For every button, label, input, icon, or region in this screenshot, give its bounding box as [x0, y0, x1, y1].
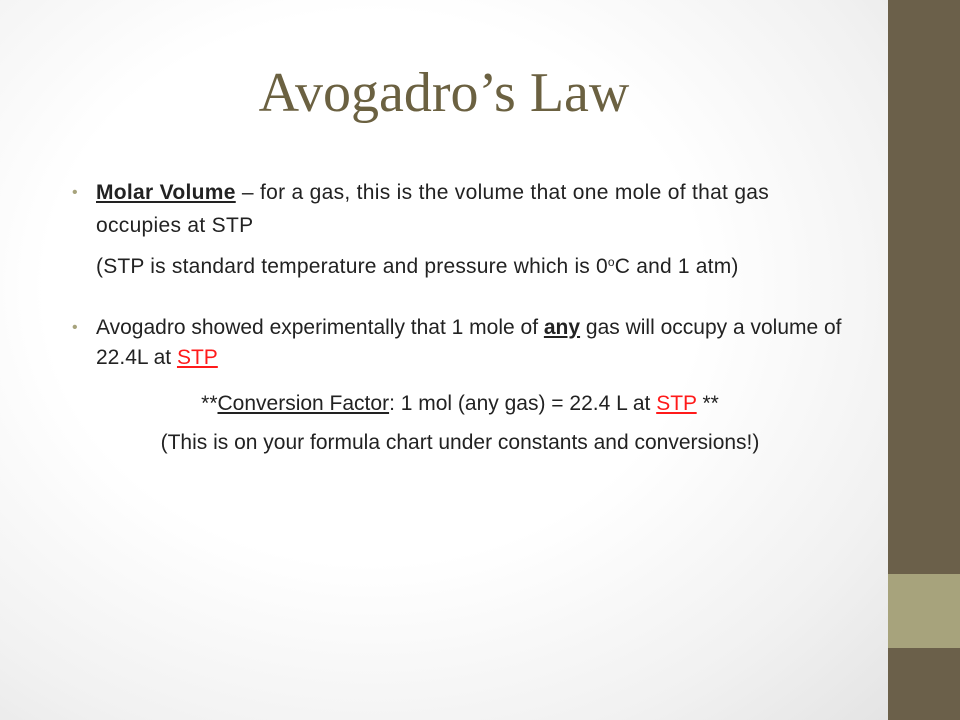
decorative-side-bar — [888, 0, 960, 720]
stp-note-post: C and 1 atm) — [614, 255, 739, 278]
side-bar-top-block — [888, 0, 960, 574]
bullet-molar-volume — [72, 176, 842, 242]
slide-title: Avogadro’s Law — [258, 62, 630, 124]
avogadro-text-mid: gas will occupy a volume of 22.4L at — [96, 316, 842, 369]
side-bar-bottom-block — [888, 648, 960, 720]
stp-note — [72, 250, 842, 283]
slide-body — [72, 176, 842, 459]
degree-superscript: o — [607, 255, 615, 269]
stp-highlight: STP — [176, 346, 218, 369]
bullet-avogadro — [72, 313, 842, 373]
conversion-factor-label: Conversion Factor — [217, 392, 390, 415]
any-emphasis: any — [543, 316, 581, 339]
side-bar-middle-block — [888, 574, 960, 648]
formula-chart-note: (This is on your formula chart under constants and conversions!) — [160, 431, 760, 454]
conversion-factor-line — [60, 387, 860, 420]
stp-note-pre: (STP is standard temperature and pressure which is 0 — [96, 255, 608, 278]
molar-volume-term: Molar Volume — [96, 181, 236, 204]
bullet-dot-icon: • — [72, 184, 78, 201]
conversion-middle: : 1 mol (any gas) = 22.4 L at — [389, 392, 657, 415]
molar-volume-definition: – for a gas, this is the volume that one mole of that gas occupies at STP — [96, 181, 770, 237]
avogadro-text-pre: Avogadro showed experimentally that 1 mole of — [96, 316, 544, 339]
stp-highlight: STP — [656, 392, 697, 415]
conversion-prefix: ** — [201, 392, 218, 415]
bullet-dot-icon: • — [72, 319, 78, 336]
conversion-suffix: ** — [696, 392, 719, 415]
